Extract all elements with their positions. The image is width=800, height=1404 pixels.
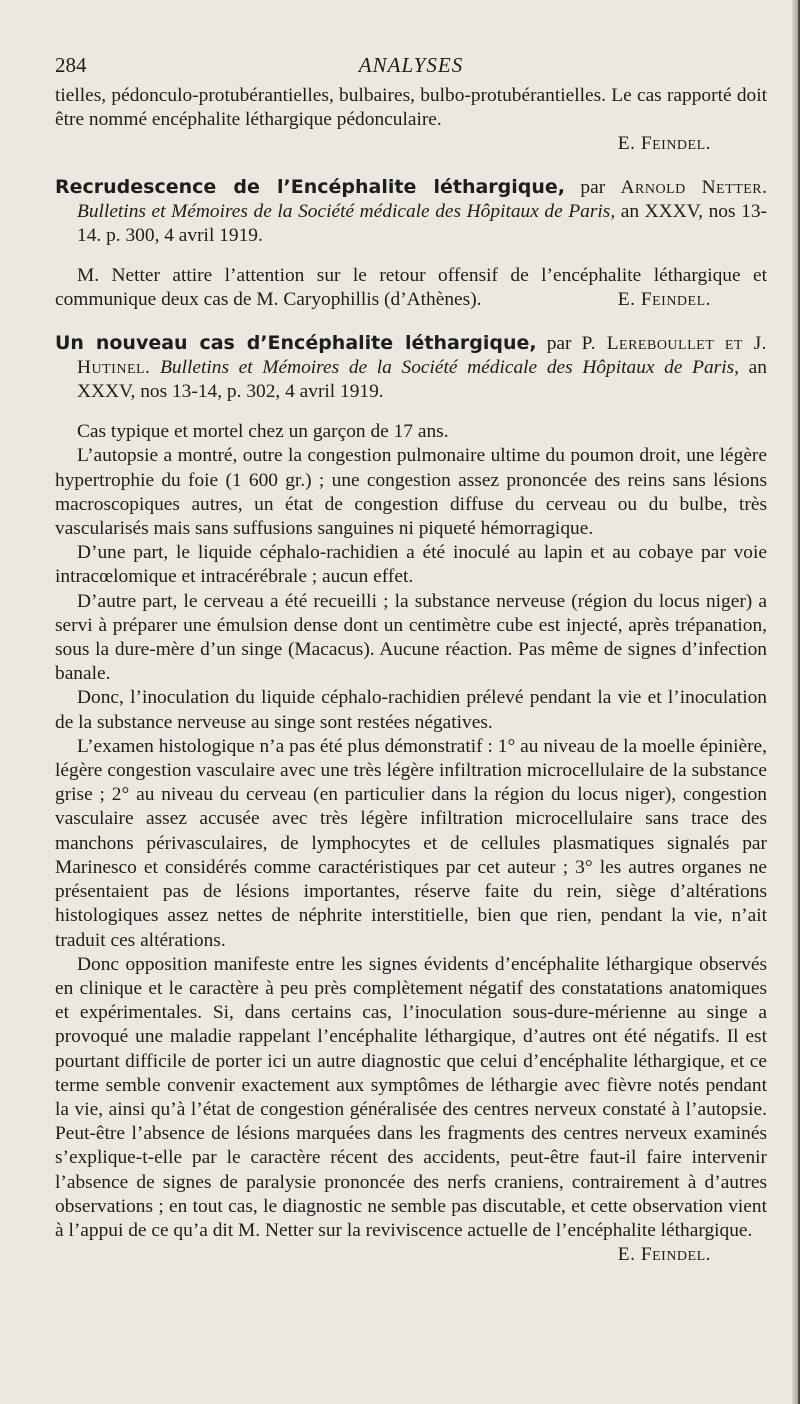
article-lereboullet-authors: P. Lereboullet et J. Hutinel. — [77, 332, 767, 378]
continuation-text: tielles, pédonculo-protubérantielles, bulbaires, bulbo-protubérantielles. Le cas rapporté doit être nommé encéphalite léthargique pédonculaire. — [55, 85, 767, 131]
paragraph: L’autopsie a montré, outre la congestion pulmonaire ultime du poumon droit, une légère hypertrophie du foie (1 600 gr.) ; une congestion assez prononcée des reins sans lésions macroscopiques autres, un état de congestion diffuse du cerveau ou du bulbe, très vascularisés mais sans suffusions sanguines ni piqueté hémorragique. — [55, 445, 767, 540]
article-netter-details: an XXXV, nos 13-14. p. 300, 4 avril 1919. — [77, 200, 767, 247]
paragraph-last: Donc opposition manifeste entre les signes évidents d’encéphalite léthargique observés en clinique et le caractère à peu près complètement négatif des constatations anatomiques et expérimentales. Si, dans certains cas, l’inoculation sous-dure-mérienne au singe a provoqué une maladie rappelant l’encéphalite léthargique, d’autres ont été négatifs. Il est pourtant difficile de porter ici un autre diagnostic que celui d’encéphalite léthargique, et ce terme semble convenir exactement aux symptômes de léthargie avec fièvre notés pendant la vie, ainsi qu’à l’état de congestion généralisée des centres nerveux constaté à l’autopsie. Peut-être l’absence de lésions marquées dans les fragments des centres nerveux examinés s’explique-t-elle par le caractère récent des accidents, peut-être faut-il faire intervenir l’absence de signes de paralysie prononcée des nerfs craniens, contrairement à d’autres observations ; en tout cas, le diagnostic ne semble pas discutable, et cette observation vient à l’appui de ce qu’a dit M. Netter sur la reviviscence actuelle de l’encéphalite léthargique. E. Feindel. — [55, 953, 767, 1243]
article-netter-by: par — [565, 176, 621, 198]
article-lereboullet-source: Bulletins et Mémoires de la Société médicale des Hôpitaux de Paris, — [160, 356, 740, 378]
article-netter — [55, 175, 767, 313]
paragraph: Donc, l’inoculation du liquide céphalo-rachidien prélevé pendant la vie et l’inoculation de la substance nerveuse au singe sont restées négatives. — [55, 687, 767, 733]
article-lereboullet-title: Un nouveau cas d’Encéphalite léthargique, — [55, 331, 537, 354]
page-header — [55, 50, 767, 84]
article-lereboullet-details: an XXXV, nos 13-14, p. 302, 4 avril 1919. — [77, 356, 767, 403]
article-netter-reference: Recrudescence de l’Encéphalite léthargique, par Arnold Netter. Bulletins et Mémoires de la Société médicale des Hôpitaux de Paris, an XXXV, nos 13-14. p. 300, 4 avril 1919. — [55, 175, 768, 247]
article-netter-source: Bulletins et Mémoires de la Société médicale des Hôpitaux de Paris, — [77, 200, 616, 222]
article-netter-title: Recrudescence de l’Encéphalite léthargique, — [55, 175, 566, 198]
page — [55, 50, 767, 1267]
article-lereboullet-by: par — [536, 332, 582, 354]
article-lereboullet-signature: E. Feindel. — [617, 1244, 711, 1266]
paragraph: D’une part, le liquide céphalo-rachidien a été inoculé au lapin et au cobaye par voie intracœlomique et intracérébrale ; aucun effet. — [55, 542, 767, 588]
article-lereboullet-reference — [55, 331, 767, 405]
page-number: 284 — [55, 53, 87, 77]
paragraph: Cas typique et mortel chez un garçon de 17 ans. — [77, 421, 449, 443]
paragraph: L’examen histologique n’a pas été plus démonstratif : 1° au niveau de la moelle épinière, légère congestion vasculaire avec une très légère infiltration microcellulaire de la substance grise ; 2° au niveau du cerveau (en particulier dans la région du locus niger), congestion vasculaire assez accusée avec très légère infiltration microcellulaire sans trace des manchons périvasculaires, de lymphocytes et de cellules plasmatiques signalés par Marinesco et considérés comme caractéristiques par cet auteur ; 3° les autres organes ne présentaient pas de lésions importantes, réserve faite du rein, siège d’altérations histologiques assez nettes de néphrite interstitielle, bien que rien, pendant la vie, n’ait traduit ces altérations. — [55, 735, 767, 951]
article-lereboullet — [55, 331, 767, 1266]
running-head: ANALYSES — [358, 53, 464, 77]
continuation-signature: E. Feindel. — [617, 133, 711, 155]
article-netter-author: Arnold Netter — [620, 176, 763, 198]
paragraph: D’autre part, le cerveau a été recueilli ; la substance nerveuse (région du locus niger) a servi à préparer une émulsion dense dont un centimètre cube est injecté, après trépanation, sous la dure-mère d’un singe (Macacus). Aucune réaction. Pas même de signes d’infection banale. — [55, 590, 767, 685]
article-netter-signature: E. Feindel. — [617, 289, 711, 311]
article-netter-body: M. Netter attire l’attention sur le retour offensif de l’encéphalite léthargique et communique deux cas de M. Caryophillis (d’Athènes). E. Feindel. — [55, 264, 767, 312]
